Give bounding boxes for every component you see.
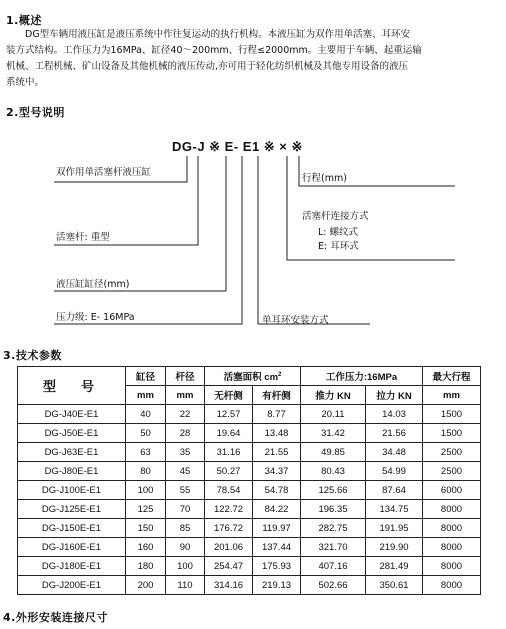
header-stroke-unit: mm (423, 386, 481, 405)
overview-line-3: 机械、工程机械、矿山设备及其他机械的液压传动,亦可用于轻化纺织机械及其他专用设备的液压 (6, 61, 409, 72)
header-bore-unit: mm (126, 386, 166, 405)
cell-area-no-rod: 122.72 (205, 500, 253, 519)
cell-area-no-rod: 31.16 (205, 443, 253, 462)
cell-pull-force: 134.75 (366, 500, 423, 519)
overview-line-4: 系统中。 (6, 77, 45, 88)
section-2-title: 2.型号说明 (6, 106, 65, 119)
cell-bore: 40 (126, 405, 166, 424)
cell-pull-force: 14.03 (366, 405, 423, 424)
cell-max-stroke: 2500 (423, 462, 481, 481)
cell-rod: 90 (166, 538, 205, 557)
cell-max-stroke: 2500 (423, 443, 481, 462)
cell-rod: 28 (166, 424, 205, 443)
label-stroke: 行程(mm) (302, 173, 347, 184)
cell-rod: 45 (166, 462, 205, 481)
cell-push-force: 125.66 (301, 481, 366, 500)
section-3-title: 3.技术参数 (3, 349, 62, 362)
label-pressure: 压力级: E- 16MPa (56, 312, 135, 323)
cell-bore: 125 (126, 500, 166, 519)
cell-area-rod-side: 219.13 (253, 576, 301, 595)
cell-max-stroke: 8000 (423, 576, 481, 595)
cell-area-no-rod: 176.72 (205, 519, 253, 538)
label-rod-end-title: 活塞杆连接方式 (302, 211, 369, 222)
label-bore: 液压缸缸径(mm) (56, 279, 130, 290)
cell-area-no-rod: 314.16 (205, 576, 253, 595)
header-push-force: 推力 KN (301, 386, 366, 405)
cell-max-stroke: 8000 (423, 538, 481, 557)
cell-push-force: 196.35 (301, 500, 366, 519)
cell-push-force: 282.75 (301, 519, 366, 538)
overview-line-1: DG型车辆用液压缸是液压系统中作往复运动的执行机构。本液压缸为双作用单活塞、耳环安 (6, 29, 411, 40)
cell-rod: 110 (166, 576, 205, 595)
cell-rod: 35 (166, 443, 205, 462)
header-pull-force: 拉力 KN (366, 386, 423, 405)
cell-max-stroke: 8000 (423, 557, 481, 576)
cell-model: DG-J80E-E1 (18, 462, 126, 481)
header-max-stroke: 最大行程 (423, 367, 481, 386)
cell-model: DG-J180E-E1 (18, 557, 126, 576)
cell-pull-force: 34.48 (366, 443, 423, 462)
label-rod-end-clevis: E: 耳环式 (318, 241, 359, 252)
header-pressure: 工作压力:16MPa (301, 367, 423, 386)
cell-model: DG-J63E-E1 (18, 443, 126, 462)
table-row (18, 500, 481, 519)
cell-area-no-rod: 50.27 (205, 462, 253, 481)
cell-area-rod-side: 119.97 (253, 519, 301, 538)
cell-rod: 22 (166, 405, 205, 424)
cell-area-rod-side: 13.48 (253, 424, 301, 443)
table-row (18, 538, 481, 557)
cell-area-no-rod: 19.64 (205, 424, 253, 443)
cell-rod: 100 (166, 557, 205, 576)
label-double-acting: 双作用单活塞杆液压缸 (56, 167, 152, 178)
cell-model: DG-J50E-E1 (18, 424, 126, 443)
cell-model: DG-J40E-E1 (18, 405, 126, 424)
cell-push-force: 80.43 (301, 462, 366, 481)
section-4-title: 4.外形安装连接尺寸 (3, 611, 108, 624)
cell-max-stroke: 1500 (423, 424, 481, 443)
cell-bore: 63 (126, 443, 166, 462)
model-code: DG-J ※ E- E1 ※ × ※ (172, 139, 303, 154)
cell-pull-force: 350.61 (366, 576, 423, 595)
cell-area-rod-side: 34.37 (253, 462, 301, 481)
cell-area-no-rod: 12.57 (205, 405, 253, 424)
cell-pull-force: 219.90 (366, 538, 423, 557)
cell-push-force: 20.11 (301, 405, 366, 424)
header-bore: 缸径 (126, 367, 166, 386)
cell-bore: 80 (126, 462, 166, 481)
overview-line-2: 装方式结构。工作压力为16MPa、缸径40～200mm、行程≤2000mm。主要用于车辆、起重运输 (6, 45, 422, 56)
cell-rod: 55 (166, 481, 205, 500)
cell-pull-force: 54.99 (366, 462, 423, 481)
cell-pull-force: 281.49 (366, 557, 423, 576)
cell-max-stroke: 1500 (423, 405, 481, 424)
section-1-title: 1.概述 (6, 14, 42, 27)
cell-bore: 150 (126, 519, 166, 538)
table-row (18, 557, 481, 576)
table-row (18, 405, 481, 424)
cell-bore: 180 (126, 557, 166, 576)
cell-model: DG-J160E-E1 (18, 538, 126, 557)
label-piston-rod: 活塞杆: 重型 (56, 232, 110, 243)
cell-push-force: 407.16 (301, 557, 366, 576)
cell-area-no-rod: 201.06 (205, 538, 253, 557)
table-row (18, 443, 481, 462)
table-row (18, 519, 481, 538)
cell-bore: 100 (126, 481, 166, 500)
cell-bore: 200 (126, 576, 166, 595)
cell-rod: 85 (166, 519, 205, 538)
cell-model: DG-J125E-E1 (18, 500, 126, 519)
header-rod-unit: mm (166, 386, 205, 405)
cell-push-force: 321.70 (301, 538, 366, 557)
cell-push-force: 31.42 (301, 424, 366, 443)
table-row (18, 462, 481, 481)
cell-area-rod-side: 8.77 (253, 405, 301, 424)
header-no-rod-side: 无杆侧 (205, 386, 253, 405)
table-row (18, 576, 481, 595)
cell-pull-force: 21.56 (366, 424, 423, 443)
cell-area-no-rod: 254.47 (205, 557, 253, 576)
label-rod-end-thread: L: 螺纹式 (318, 227, 359, 238)
cell-area-rod-side: 137.44 (253, 538, 301, 557)
header-rod-side: 有杆侧 (253, 386, 301, 405)
cell-model: DG-J200E-E1 (18, 576, 126, 595)
cell-push-force: 49.85 (301, 443, 366, 462)
header-rod: 杆径 (166, 367, 205, 386)
table-row (18, 481, 481, 500)
cell-bore: 50 (126, 424, 166, 443)
cell-max-stroke: 8000 (423, 500, 481, 519)
cell-area-no-rod: 78.54 (205, 481, 253, 500)
cell-bore: 160 (126, 538, 166, 557)
table-row (18, 424, 481, 443)
cell-pull-force: 87.64 (366, 481, 423, 500)
cell-rod: 70 (166, 500, 205, 519)
cell-area-rod-side: 175.93 (253, 557, 301, 576)
cell-model: DG-J100E-E1 (18, 481, 126, 500)
cell-area-rod-side: 54.78 (253, 481, 301, 500)
header-area: 活塞面积 $cm^2$ (205, 367, 301, 386)
cell-area-rod-side: 84.22 (253, 500, 301, 519)
cell-push-force: 502.66 (301, 576, 366, 595)
cell-model: DG-J150E-E1 (18, 519, 126, 538)
spec-table (17, 366, 481, 595)
cell-max-stroke: 6000 (423, 481, 481, 500)
cell-max-stroke: 8000 (423, 519, 481, 538)
label-mounting: 单耳环安装方式 (262, 315, 329, 326)
cell-area-rod-side: 21.55 (253, 443, 301, 462)
spec-table-body (18, 405, 481, 595)
cell-pull-force: 191.95 (366, 519, 423, 538)
header-model: 型 号 (18, 367, 126, 405)
